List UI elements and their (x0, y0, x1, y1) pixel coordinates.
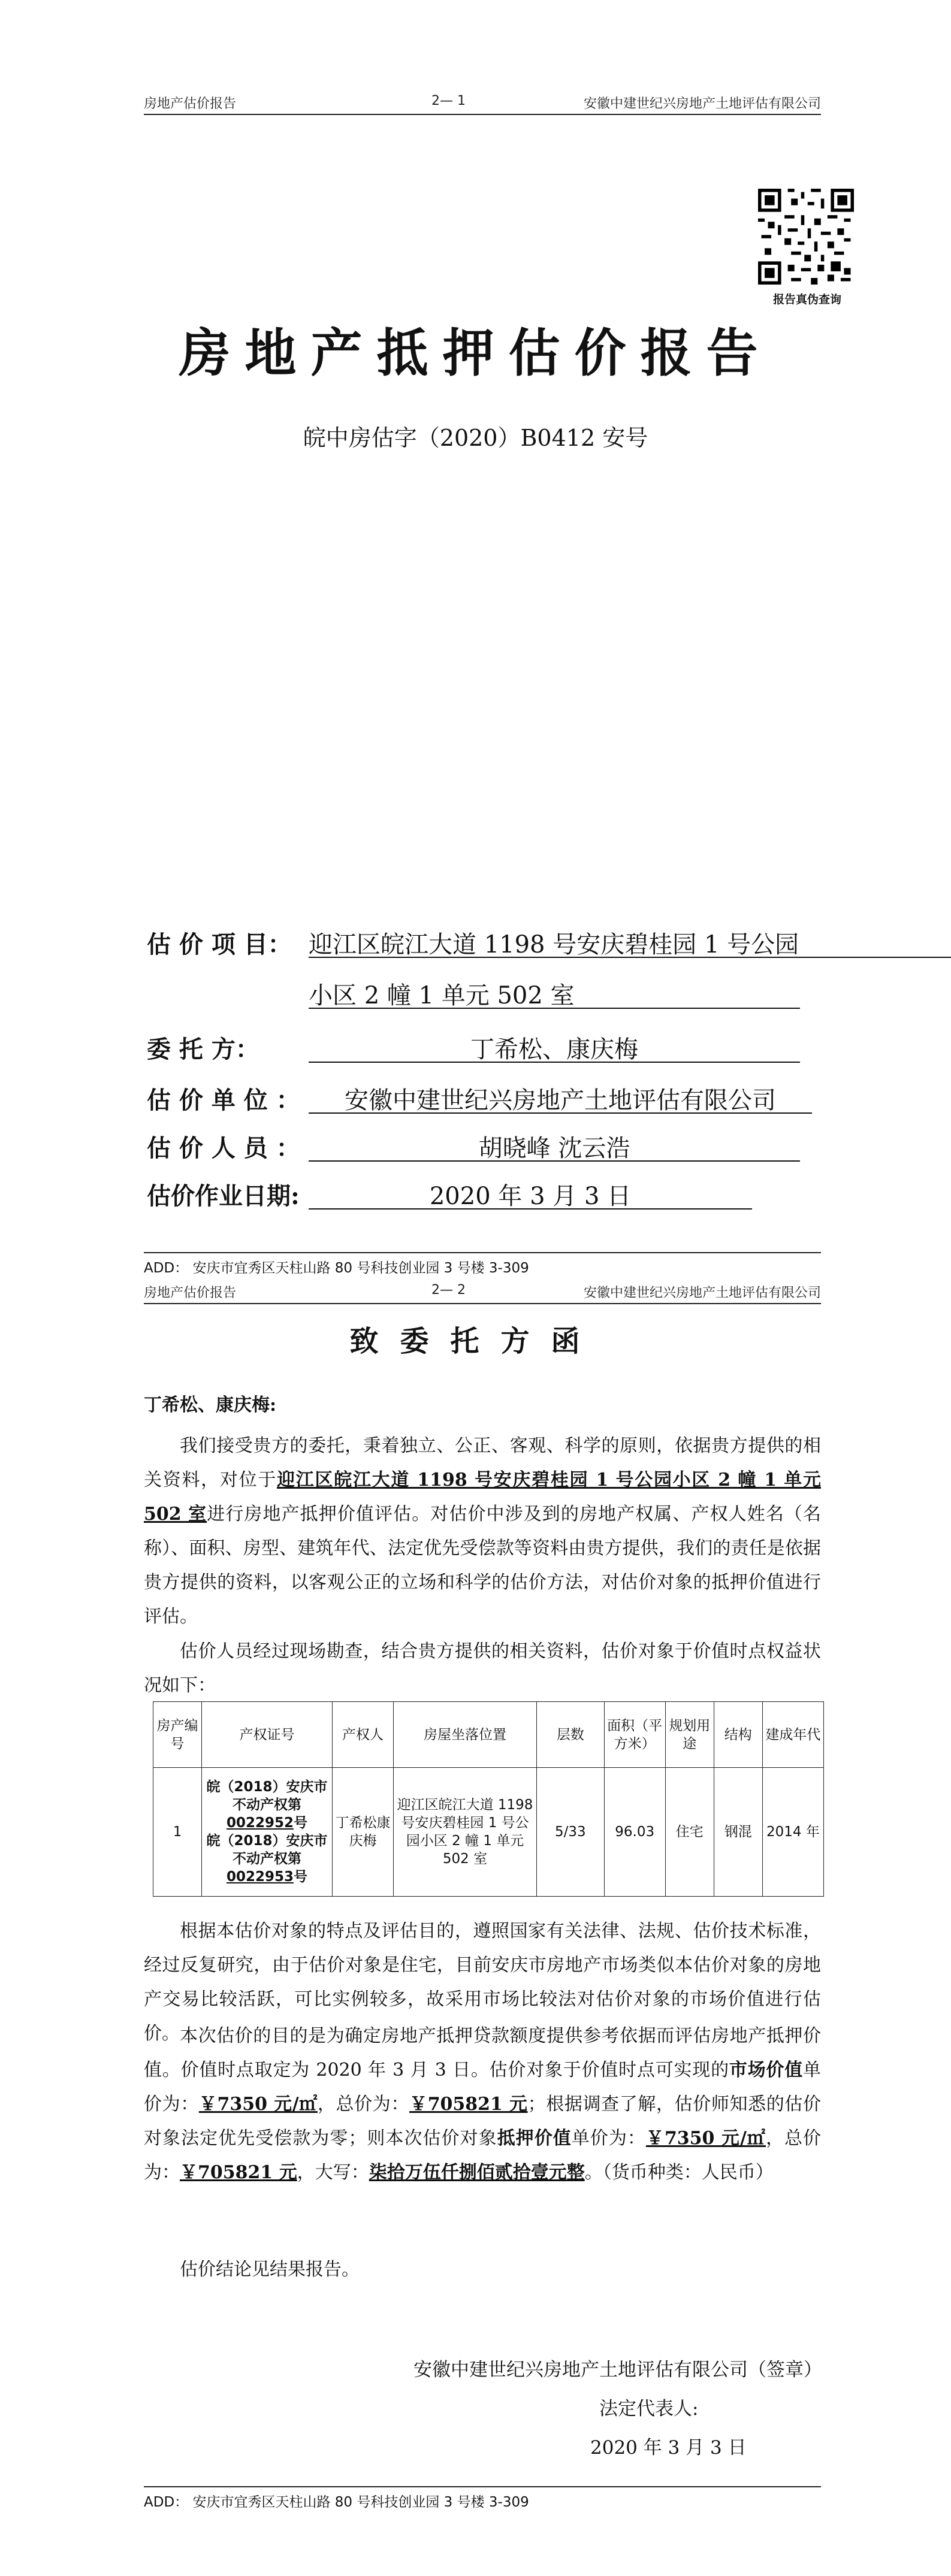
header-cell: 层数 (537, 1702, 605, 1768)
table-row (153, 1768, 824, 1897)
field-label: 估价作业日期: (147, 1182, 300, 1210)
cell: 96.03 (604, 1768, 665, 1897)
text: 单价为： (144, 2060, 821, 2115)
cell: 1 (153, 1768, 202, 1897)
header-cell: 房产编号 (153, 1702, 202, 1768)
report-number: 皖中房估字（2020）B0412 安号 (303, 425, 648, 451)
header-company: 安徽中建世纪兴房地产土地评估有限公司 (583, 96, 821, 111)
field-label: 估 价 人 员 ： (147, 1134, 300, 1162)
header-cell: 房屋坐落位置 (394, 1702, 537, 1768)
text: 皖（2018）安庆市不动产权第 (206, 1833, 328, 1867)
text: ，大写： (297, 2162, 369, 2183)
text: 皖（2018）安庆市不动产权第 (206, 1779, 328, 1813)
address-text: ADD： 安庆市宜秀区天柱山路 80 号科技创业园 3 号楼 3-309 (144, 1260, 529, 1276)
field-label: 委 托 方： (147, 1035, 259, 1063)
text: ；根据调查了解，估价师知悉的估价对象法定优先受偿款为零；则本次估价对象 (144, 2094, 822, 2149)
table-header-row (153, 1702, 824, 1768)
text: 根据本估价对象的特点及评估目的，遵照国家有关法律、法规、估价技术标准，经过反复研究，由于估价对象是住宅，目前安庆市房地产市场类似本估价对象的房地产交易比较活跃，可比实例较多，故采用市场比较法对估价对象的市场价值进行估价。 (144, 1921, 821, 2044)
header-left: 房地产估价报告 (144, 1286, 237, 1301)
mortgage-total-price: ￥705821 元 (180, 2162, 297, 2183)
unit-price: ￥7350 元/㎡ (198, 2094, 318, 2115)
header-left: 房地产估价报告 (144, 96, 237, 111)
header-cell: 面积（平方米） (604, 1702, 665, 1768)
address-text: ADD： 安庆市宜秀区天柱山路 80 号科技创业园 3 号楼 3-309 (144, 2495, 529, 2510)
page-header (144, 1279, 821, 1304)
header-cell: 规划用途 (665, 1702, 714, 1768)
text: 抵押价值 (497, 2128, 572, 2149)
text: ，总价为： (144, 2128, 822, 2183)
letter-paragraph-2 (144, 1634, 821, 1703)
text: 我们接受贵方的委托，秉着独立、公正、客观、科学的原则，依据贵方提供的相关资料，对位于 (144, 1435, 821, 1490)
text: 0022953 (226, 1869, 294, 1885)
footer-address (144, 1252, 821, 1277)
page-number: 2— 2 (431, 1283, 466, 1298)
mortgage-unit-price: ￥7350 元/㎡ (645, 2128, 766, 2149)
amount-in-words: 柒拾万伍仟捌佰贰拾壹元整 (369, 2162, 585, 2183)
field-value: 丁希松、康庆梅 (309, 1030, 800, 1063)
text: 进行房地产抵押价值评估。对估价中涉及到的房地产权属、产权人姓名（名称）、面积、房型、建筑年代、法定优先受偿款等资料由贵方提供，我们的责任是依据贵方提供的资料，以客观公正的立场和科学的估价方法，对估价对象的抵押价值进行评估。 (144, 1504, 821, 1627)
text: 市场价值 (729, 2060, 803, 2081)
text: 单价为： (571, 2128, 646, 2149)
text: 0022952 (226, 1815, 294, 1831)
cell: 丁希松康庆梅 (332, 1768, 393, 1897)
text: 。（货币种类：人民币） (584, 2162, 774, 2183)
field-value: 小区 2 幢 1 单元 502 室 (309, 976, 800, 1009)
header-cell: 结构 (714, 1702, 762, 1768)
text: 号 (294, 1869, 307, 1885)
text: 估价结论见结果报告。 (180, 2259, 360, 2280)
header-cell: 产权证号 (202, 1702, 333, 1768)
letter-paragraph-4 (144, 2019, 821, 2190)
letter-paragraph-5 (144, 2253, 821, 2287)
certificate-2 (204, 1832, 330, 1886)
field-label: 估 价 单 位 ： (147, 1086, 300, 1114)
cell: 5/33 (537, 1768, 605, 1897)
salutation: 丁希松、康庆梅: (144, 1395, 277, 1416)
qr-caption: 报告真伪查询 (772, 293, 841, 306)
signer-company: 安徽中建世纪兴房地产土地评估有限公司（签章） (413, 2359, 822, 2381)
letter-title: 致委托方函 (349, 1325, 602, 1358)
cell-certificates (202, 1768, 333, 1897)
footer-address (144, 2486, 821, 2511)
text: 估价人员经过现场勘查，结合贵方提供的相关资料，估价对象于价值时点权益状况如下： (144, 1641, 821, 1696)
field-label: 估 价 项 目： (147, 930, 292, 959)
cell: 2014 年 (762, 1768, 823, 1897)
legal-representative: 法定代表人: (599, 2398, 699, 2420)
cell: 住宅 (665, 1768, 714, 1897)
header-company: 安徽中建世纪兴房地产土地评估有限公司 (583, 1286, 821, 1301)
header-cell: 建成年代 (762, 1702, 823, 1768)
letter-date: 2020 年 3 月 3 日 (590, 2437, 747, 2459)
field-value: 安徽中建世纪兴房地产土地评估有限公司 (309, 1081, 812, 1114)
page-number: 2— 1 (431, 93, 466, 108)
report-title: 房地产抵押估价报告 (179, 323, 772, 383)
cell: 钢混 (714, 1768, 762, 1897)
qr-code[interactable] (758, 189, 854, 285)
property-table (153, 1701, 824, 1897)
field-value: 2020 年 3 月 3 日 (309, 1177, 752, 1210)
certificate-1 (204, 1778, 330, 1832)
property-address: 迎江区皖江大道 1198 号安庆碧桂园 1 号公园小区 2 幢 1 单元 502 室 (144, 1470, 821, 1525)
cell: 迎江区皖江大道 1198 号安庆碧桂园 1 号公园小区 2 幢 1 单元 502 室 (394, 1768, 537, 1897)
text: 号 (294, 1815, 307, 1831)
text: 本次估价的目的是为确定房地产抵押贷款额度提供参考依据而评估房地产抵押价值。价值时点取定为 2020 年 3 月 3 日。估价对象于价值时点可实现的 (144, 2025, 821, 2081)
header-cell: 产权人 (332, 1702, 393, 1768)
total-price: ￥705821 元 (409, 2094, 528, 2115)
field-value: 迎江区皖江大道 1198 号安庆碧桂园 1 号公园 (309, 926, 951, 958)
page-header (144, 90, 821, 115)
text: ，总价为： (317, 2094, 410, 2115)
field-value: 胡晓峰 沈云浩 (309, 1129, 800, 1162)
letter-paragraph-1 (144, 1429, 821, 1634)
